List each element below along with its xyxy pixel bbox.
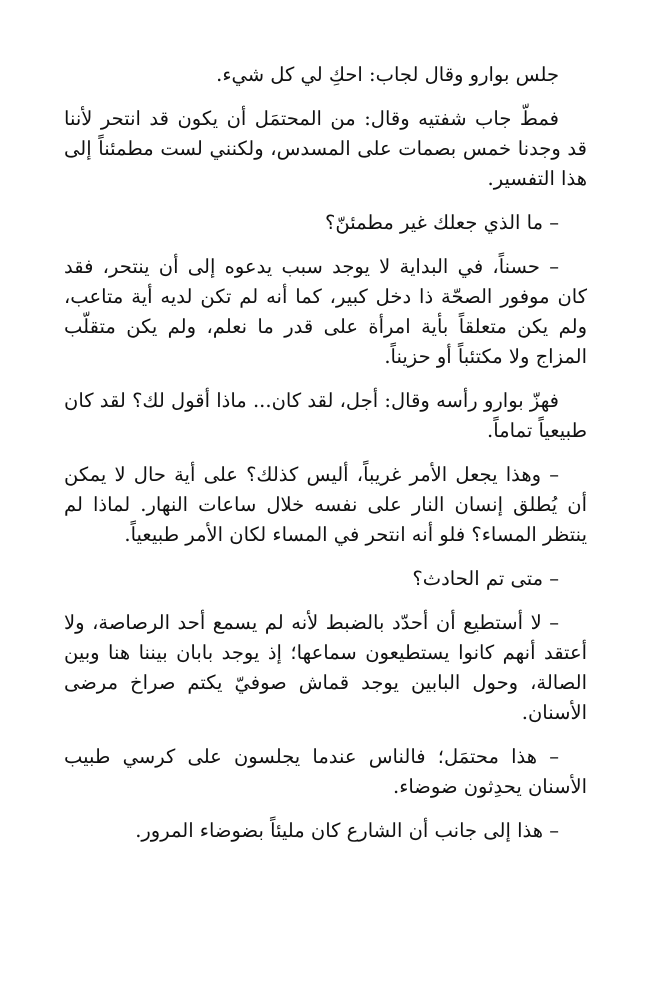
paragraph-2: فمطّ جاب شفتيه وقال: من المحتمَل أن يكون قد انتحر لأننا قد وجدنا خمس بصمات على المسدس، ولكنني لست مطمئناً إلى هذا التفسير.	[64, 107, 587, 190]
paragraph-7: – متى تم الحادث؟	[412, 567, 559, 590]
paragraph-5: فهزّ بوارو رأسه وقال: أجل، لقد كان... ماذا أقول لك؟ لقد كان طبيعياً تماماً.	[64, 389, 587, 442]
paragraph-9: – هذا محتمَل؛ فالناس عندما يجلسون على كرسي طبيب الأسنان يحدِثون ضوضاء.	[64, 745, 587, 798]
paragraph-1: جلس بوارو وقال لجاب: احكِ لي كل شيء.	[216, 63, 559, 86]
body-text	[64, 60, 587, 860]
paragraph-10: – هذا إلى جانب أن الشارع كان مليئاً بضوضاء المرور.	[135, 819, 559, 842]
paragraph-4: – حسناً، في البداية لا يوجد سبب يدعوه إلى أن ينتحر، فقد كان موفور الصحّة ذا دخل كبير، كما أنه لم تكن لديه أية متاعب، ولم يكن متعلقاً بأية امرأة على قدر ما نعلم، ولم يكن متقلّب المزاج ولا مكتئباً أو حزيناً.	[64, 255, 587, 368]
paragraph-3: – ما الذي جعلك غير مطمئنّ؟	[325, 211, 559, 234]
paragraph-8: – لا أستطيع أن أحدّد بالضبط لأنه لم يسمع أحد الرصاصة، ولا أعتقد أنهم كانوا يستطيعون سماعها؛ إذ يوجد بابان بيننا هنا وبين الصالة، وحول البابين يوجد قماش صوفيّ يكتم صراخ مرضى الأسنان.	[64, 611, 587, 724]
paragraph-6: – وهذا يجعل الأمر غريباً، أليس كذلك؟ على أية حال لا يمكن أن يُطلق إنسان النار على نفسه خلال ساعات النهار. لماذا لم ينتظر المساء؟ فلو أنه انتحر في المساء لكان الأمر طبيعياً.	[64, 463, 587, 546]
